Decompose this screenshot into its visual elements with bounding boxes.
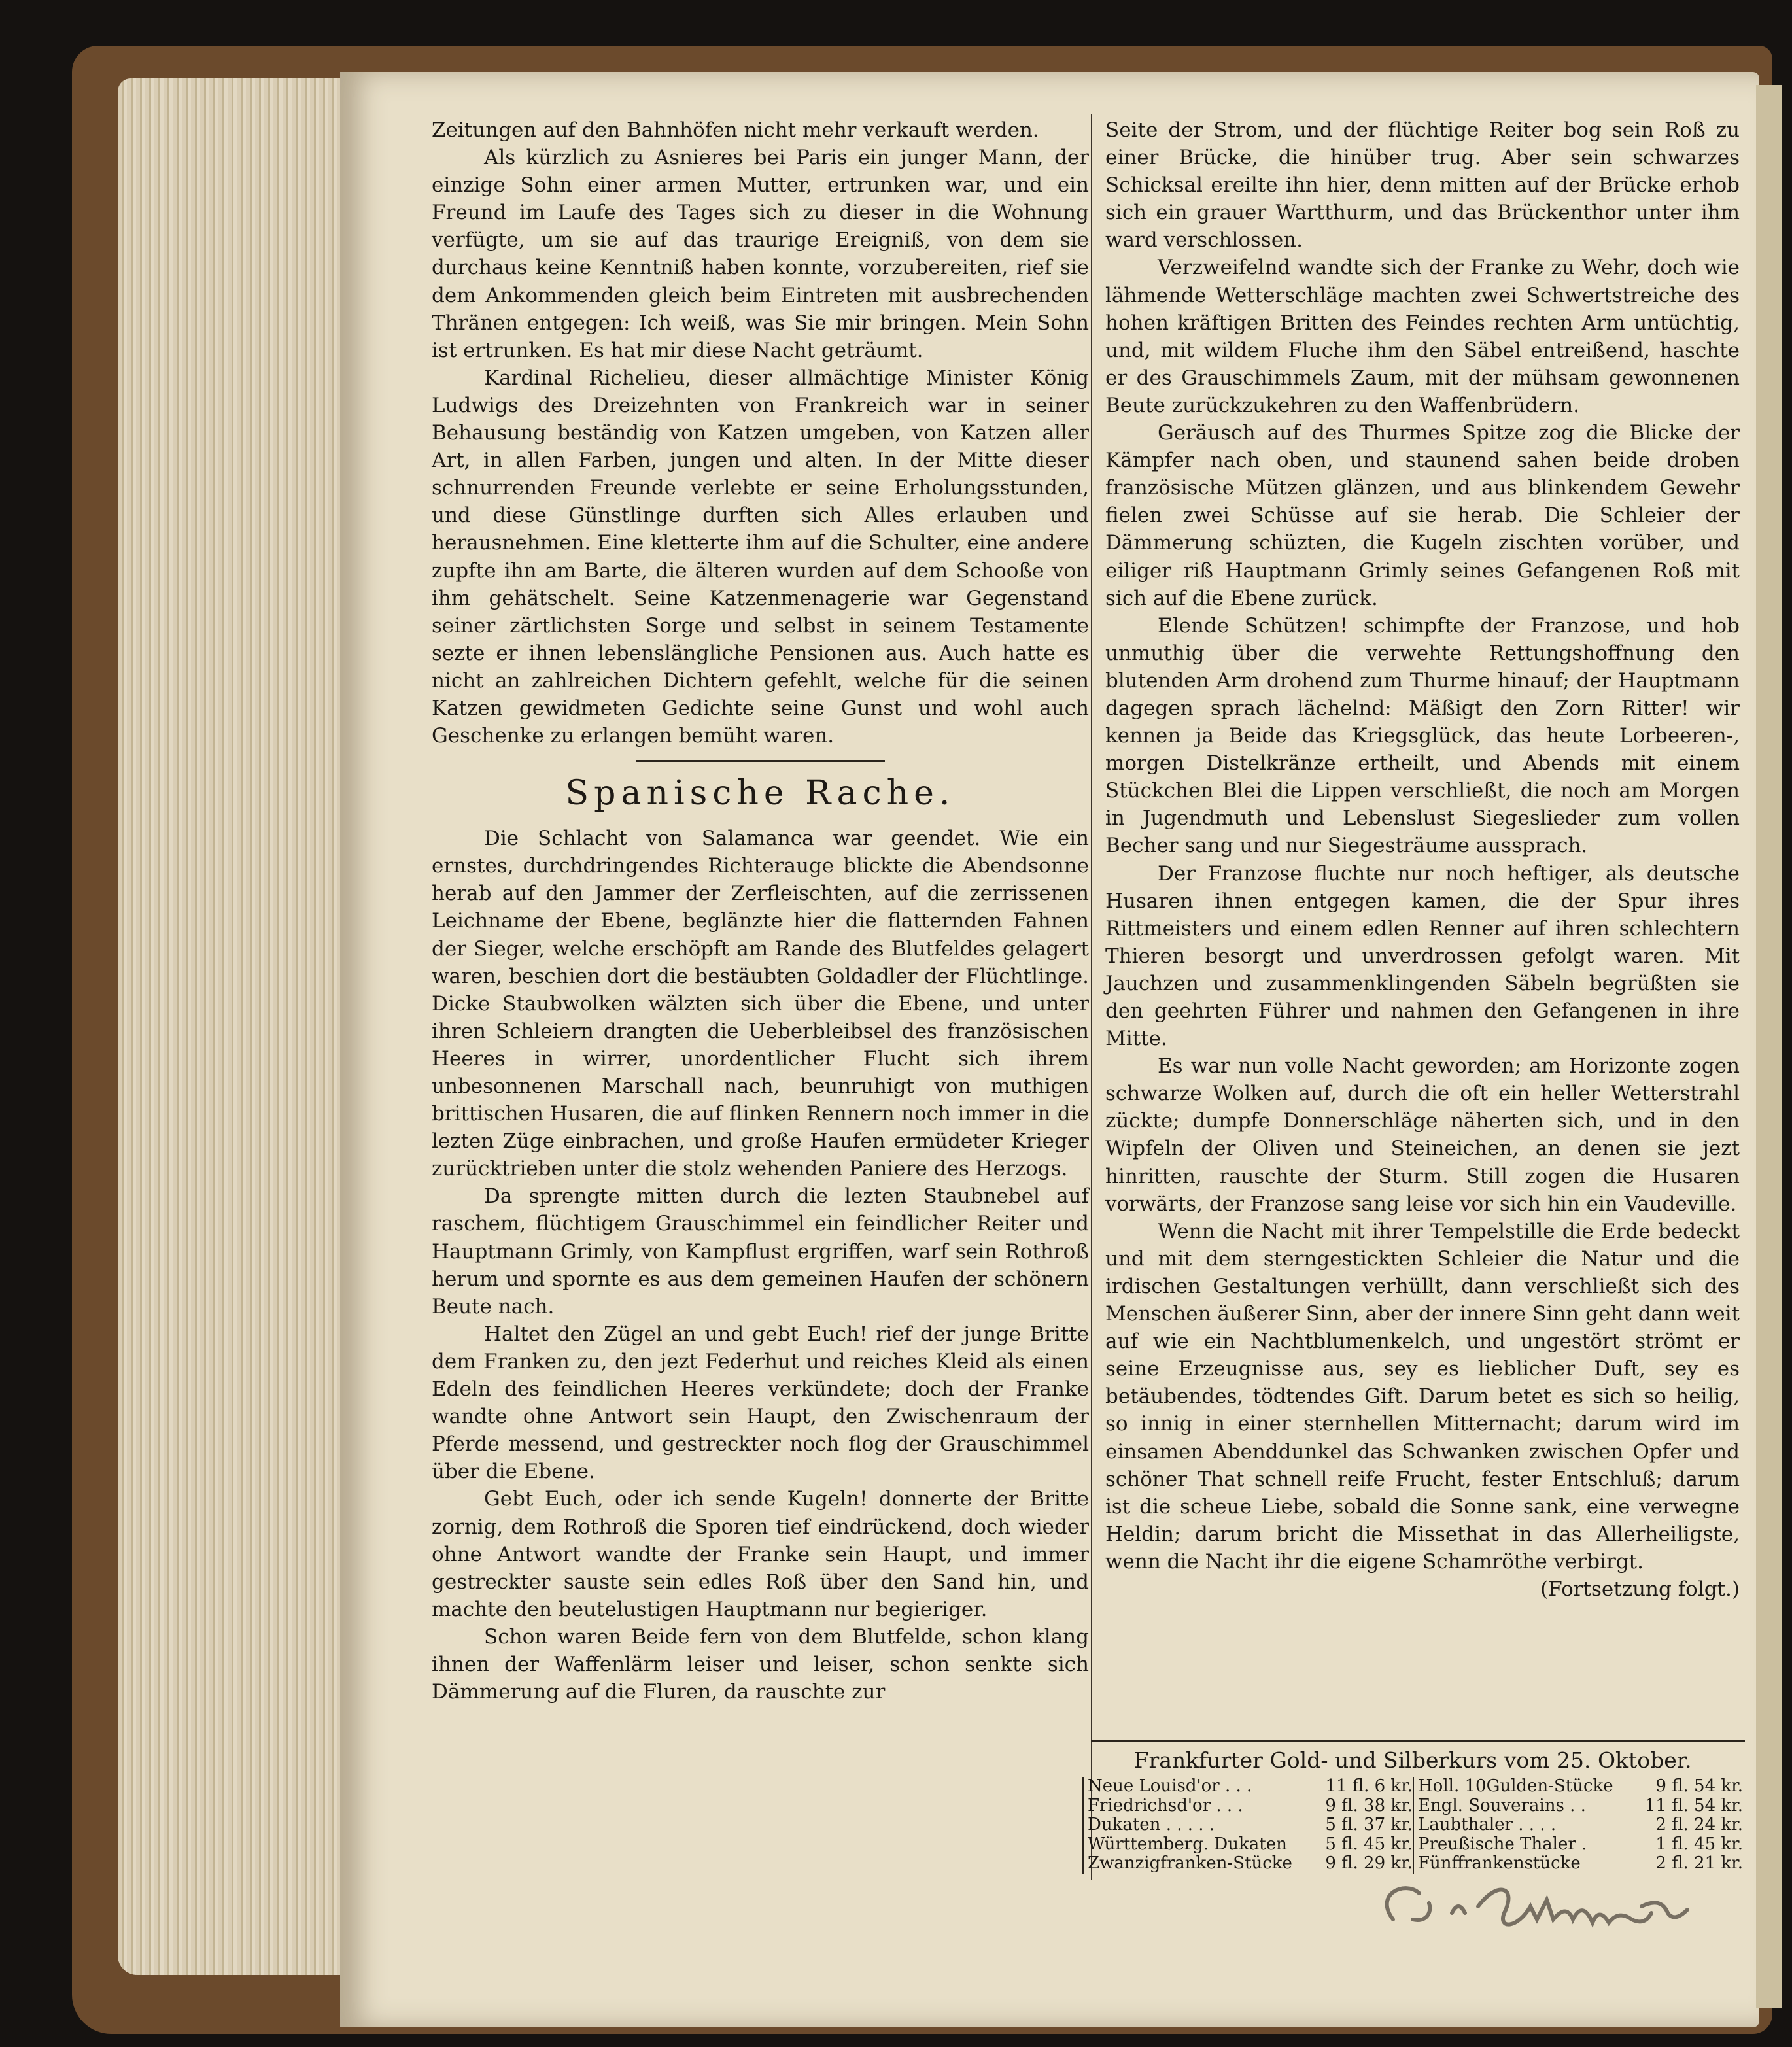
handwritten-signature xyxy=(1367,1867,1733,1946)
exchange-rates-table xyxy=(1082,1747,1743,1874)
paragraph: Gebt Euch, oder ich sende Kugeln! donnerte der Britte zornig, dem Rothroß die Sporen tief eindrückend, doch wieder ohne Antwort wandte der Franke sein Haupt, und immer gestreckter sauste sein edles Roß über den Sand hin, und machte den beutelustigen Hauptmann nur begieriger. xyxy=(432,1487,1089,1621)
rate-value: 2 fl. 24 kr. xyxy=(1655,1815,1743,1834)
rate-value: 9 fl. 38 kr. xyxy=(1325,1795,1413,1815)
rate-name: Laubthaler . . . . xyxy=(1418,1815,1557,1834)
rate-value: 5 fl. 37 kr. xyxy=(1325,1815,1413,1834)
continuation-note: (Fortsetzung folgt.) xyxy=(1540,1577,1740,1601)
rate-name: Preußische Thaler . xyxy=(1418,1834,1587,1854)
paragraph: Schon waren Beide fern von dem Blutfelde, schon klang ihnen der Waffenlärm leiser und leiser, schon senkte sich Dämmerung auf die Fluren, da rauschte zur xyxy=(432,1625,1089,1704)
rate-name: Engl. Souverains . . xyxy=(1418,1796,1586,1815)
paragraph: Kardinal Richelieu, dieser allmächtige Minister König Ludwigs des Dreizehnten von Frankreich war in seiner Behausung beständig von Katzen umgeben, von Katzen aller Art, in allen Farben, jungen und alten. In der Mitte dieser schnurrenden Freunde verlebte er seine Erholungsstunden, und diese Günstlinge durften sich Alles erlauben und herausnehmen. Eine kletterte ihm auf die Schulter, eine andere zupfte ihn am Barte, die älteren wurden auf dem Schooße von ihm gehätschelt. Seine Katzenmenagerie war Gegenstand seiner zärtlichsten Sorge und selbst in seinem Testamente sezte er ihnen lebenslängliche Pensionen aus. Auch hatte es nicht an zahlreichen Dichtern gefehlt, welche für die seinen Katzen gewidmeten Gedichte seine Gunst und wohl auch Geschenke zu erlangen bemüht waren. xyxy=(432,366,1089,748)
rate-value: 5 fl. 45 kr. xyxy=(1325,1834,1413,1854)
rate-row xyxy=(1418,1835,1743,1855)
rate-row xyxy=(1088,1777,1413,1797)
rate-row xyxy=(1418,1777,1743,1797)
paragraph: Als kürzlich zu Asnieres bei Paris ein junger Mann, der einzige Sohn einer armen Mutter, ertrunken war, und ein Freund im Laufe des Tages sich zu dieser in die Wohnung verfügte, um sie auf das traurige Ereigniß, von dem sie durchaus keine Kenntniß haben konnte, vorzubereiten, rief sie dem Ankommenden gleich beim Eintreten mit ausbrechenden Thränen entgegen: Ich weiß, was Sie mir bringen. Mein Sohn ist ertrunken. Es hat mir diese Nacht geträumt. xyxy=(432,146,1089,362)
paragraph: Wenn die Nacht mit ihrer Tempelstille die Erde bedeckt und mit dem sterngestickten Schleier die Natur und die irdischen Gestaltungen verhüllt, dann verschließt sich des Menschen äußerer Sinn, aber der innere Sinn geht dann weit auf wie ein Nachtblumenkelch, und ungestört strömt er seine Erzeugnisse aus, sey es lieblicher Duft, sey es betäubendes, tödtendes Gift. Darum betet es sich so heilig, so innig in einer sternhellen Mitternacht; darum wird im einsamen Abenddunkel das Schwanken zwischen Opfer und schöner That schnell reife Frucht, fester Entschluß; darum ist die scheue Liebe, sobald die Sonne sank, eine verwegne Heldin; darum bricht die Missethat in das Allerheiligste, wenn die Nacht ihr die eigene Schamröthe verbirgt. xyxy=(1105,1219,1740,1574)
page-stack-edge xyxy=(118,78,353,1975)
right-column xyxy=(1105,116,1740,1603)
rate-name: Holl. 10Gulden-Stücke xyxy=(1418,1777,1613,1796)
rate-name: Zwanzigfranken-Stücke xyxy=(1088,1854,1292,1873)
rate-name: Friedrichsd'or . . . xyxy=(1088,1796,1243,1815)
paragraph: Verzweifelnd wandte sich der Franke zu Wehr, doch wie lähmende Wetterschläge machten zwei Schwertstreiche des hohen kräftigen Britten des Feindes rechten Arm untüchtig, und, mit wildem Fluche ihm den Säbel entreißend, haschte er des Grauschimmels Zaum, mit der mühsam gewonnenen Beute zurückzukehren zu den Waffenbrüdern. xyxy=(1105,256,1740,417)
rate-name: Fünffrankenstücke xyxy=(1418,1854,1581,1873)
rate-name: Dukaten . . . . . xyxy=(1088,1815,1215,1834)
rate-row xyxy=(1088,1854,1413,1874)
rate-value: 2 fl. 21 kr. xyxy=(1655,1853,1743,1873)
paragraph: Die Schlacht von Salamanca war geendet. Wie ein ernstes, durchdringendes Richterauge blickte die Abendsonne herab auf den Jammer der Zerfleischten, auf die zerrissenen Leichname der Ebene, beglänzte hier die flatternden Fahnen der Sieger, welche erschöpft am Rande des Blutfeldes gelagert waren, beschien dort die bestäubten Goldadler der Flüchtlinge. Dicke Staubwolken wälzten sich über die Ebene, und unter ihren Schleiern drangten die Ueberbleibsel des französischen Heeres in wirrer, unordentlicher Flucht sich ihrem unbesonnenen Marschall nach, beunruhigt von muthigen brittischen Husaren, die auf flinken Rennern noch immer in die lezten Züge einbrachen, und große Haufen ermüdeter Krieger zurücktrieben unter die stolz wehenden Paniere des Herzogs. xyxy=(432,827,1089,1181)
left-column xyxy=(432,116,1089,1706)
rate-row xyxy=(1088,1815,1413,1835)
rate-row xyxy=(1088,1797,1413,1816)
rate-value: 9 fl. 29 kr. xyxy=(1325,1853,1413,1873)
paragraph: Geräusch auf des Thurmes Spitze zog die Blicke der Kämpfer nach oben, und staunend sahen beide droben französische Mützen glänzen, und aus blinkendem Gewehr fielen zwei Schüsse auf sie herab. Die Schleier der Dämmerung schüzten, die Kugeln zischten vorüber, und eiliger riß Hauptmann Grimly seines Gefangenen Roß mit sich auf die Ebene zurück. xyxy=(1105,421,1740,610)
rates-rule xyxy=(1091,1740,1745,1742)
rate-value: 9 fl. 54 kr. xyxy=(1655,1776,1743,1796)
rates-title: Frankfurter Gold- und Silberkurs vom 25. Oktober. xyxy=(1133,1747,1692,1773)
rate-value: 1 fl. 45 kr. xyxy=(1655,1834,1743,1854)
next-page-edge xyxy=(1756,85,1782,2008)
rate-name: Neue Louisd'or . . . xyxy=(1088,1777,1252,1796)
paragraph: Seite der Strom, und der flüchtige Reiter bog sein Roß zu einer Brücke, die hinüber trug. Aber sein schwarzes Schicksal ereilte ihn hier, denn mitten auf der Brücke erhob sich ein grauer Wartthurm, und das Brückenthor unter ihm ward verschlossen. xyxy=(1105,118,1740,252)
rate-row xyxy=(1418,1797,1743,1816)
column-divider xyxy=(1091,114,1092,1880)
rate-value: 11 fl. 54 kr. xyxy=(1644,1795,1743,1815)
paragraph: Elende Schützen! schimpfte der Franzose, und hob unmuthig über die verwehte Rettungshoffnung den blutenden Arm drohend zum Thurme hinauf; der Hauptmann dagegen sprach lächelnd: Mäßigt den Zorn Ritter! wir kennen ja Beide das Kriegsglück, das heute Lorbeeren-, morgen Distelkränze ertheilt, und Abends mit einem Stückchen Blei die Lippen verschließt, die noch am Morgen in Jugendmuth und Lebenslust Siegeslieder zum vollen Becher sang und nur Siegesträume aussprach. xyxy=(1105,613,1740,858)
rate-value: 11 fl. 6 kr. xyxy=(1325,1776,1413,1796)
paragraph: Haltet den Zügel an und gebt Euch! rief der junge Britte dem Franken zu, den jezt Federhut und reiches Kleid als einen Edeln des feindlichen Heeres verkündete; doch der Franke wandte ohne Antwort sein Haupt, den Zwischenraum der Pferde messend, und gestreckter noch flog der Grauschimmel über die Ebene. xyxy=(432,1322,1089,1484)
rate-name: Württemberg. Dukaten xyxy=(1088,1834,1287,1854)
rate-row xyxy=(1088,1835,1413,1855)
paragraph: Es war nun volle Nacht geworden; am Horizonte zogen schwarze Wolken auf, durch die oft ein heller Wetterstrahl zückte; dumpfe Donnerschläge näherten sich, und in den Wipfeln der Oliven und Steineichen, an denen sie jezt hinritten, rauschte der Sturm. Still zogen die Husaren vorwärts, der Franzose sang leise vor sich hin ein Vaudeville. xyxy=(1105,1054,1740,1216)
paragraph: Der Franzose fluchte nur noch heftiger, als deutsche Husaren ihnen entgegen kamen, die der Spur ihres Rittmeisters und einem edlen Renner auf ihren schlechtern Thieren besorgt und unverdrossen gefolgt waren. Mit Jauchzen und zusammenklingenden Säbeln begrüßten sie den geehrten Führer und nahmen den Gefangenen in ihre Mitte. xyxy=(1105,861,1740,1051)
article-headline: Spanische Rache. xyxy=(565,774,956,814)
rates-column-left xyxy=(1082,1777,1413,1874)
rates-column-right xyxy=(1413,1777,1743,1874)
rate-row xyxy=(1418,1815,1743,1835)
paragraph: Da sprengte mitten durch die lezten Staubnebel auf raschem, flüchtigem Grauschimmel ein feindlicher Reiter und Hauptmann Grimly, von Kampflust ergriffen, warf sein Rothroß herum und spornte es aus dem gemeinen Haufen der schönern Beute nach. xyxy=(432,1184,1089,1318)
paragraph: Zeitungen auf den Bahnhöfen nicht mehr verkauft werden. xyxy=(432,118,1039,142)
section-rule xyxy=(636,760,885,762)
